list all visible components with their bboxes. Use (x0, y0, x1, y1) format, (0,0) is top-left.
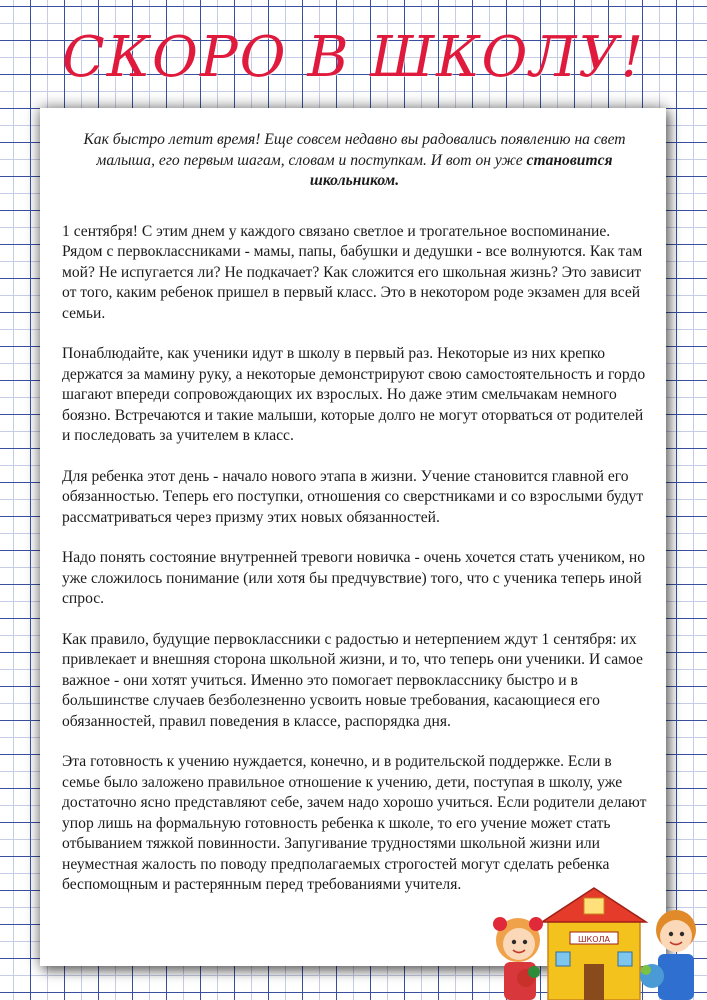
paragraph-5: Как правило, будущие первоклассники с радостью и нетерпением ждут 1 сентября: их привлекает и внешняя сторона школьной жизни, и то, что теперь они ученики. И самое важное - они хотят учиться. Именно это помогает первокласснику быстро и в большинстве случаев безболезненно усвоить новые требования, касающиеся его обязанностей, правил поведения в классе, распорядка дня. (62, 630, 643, 730)
intro-bold-text: становится школьником. (309, 151, 613, 189)
paragraph-2: Понаблюдайте, как ученики идут в школу в первый раз. Некоторые из них крепко держатся за мамину руку, а некоторые демонстрируют свою самостоятельность и гордо шагают впереди сопровождающих их взрослых. Но даже этим смельчакам немного боязно. Встречаются и такие малыши, которые долго не могут оторваться от родителей и последовать за учителем в класс. (62, 345, 646, 444)
girl-character-icon (493, 917, 543, 1000)
intro-paragraph (62, 130, 647, 192)
paragraph-3: Для ребенка этот день - начало нового этапа в жизни. Учение становится главной его обязанностью. Теперь его поступки, отношения со сверстниками и со взрослыми будут рассматриваться через призму этих новых обязанностей. (62, 467, 644, 526)
school-building-icon (542, 888, 646, 1000)
paragraph-1: 1 сентября! С этим днем у каждого связано светлое и трогательное воспоминание. Рядом с первоклассниками - мамы, папы, бабушки и дедушки - все волнуются. Как там мой? Не испугается ли? Не подкачает? Как сложится его школьная жизнь? Это зависит от того, каким ребенок пришел в первый класс. Это в некотором роде экзамен для всей семьи. (62, 222, 643, 322)
intro-text: Как быстро летит время! Еще совсем недавно вы радовались появлению на свет малыша, его первым шагам, словам и поступкам. И вот он уже (83, 131, 626, 169)
paragraph-4: Надо понять состояние внутренней тревоги новичка - очень хочется стать учеником, но уже сложилось понимание (или хотя бы предчувствие) того, что с ученика теперь иной спрос. (62, 549, 646, 607)
paragraph-6: Эта готовность к учению нуждается, конечно, и в родительской поддержке. Если в семье было заложено правильное отношение к учению, дети, поступая в школу, уже достаточно ясно представляют себе, зачем надо хорошо учиться. Если родители делают упор лишь на формальную готовность ребенка к школе, то его учение может стать отбыванием тяжкой повинности. Запугивание трудностями школьной жизни или неуместная жалость по поводу предполагаемых строгостей могут сделать ребенка беспомощным и растерянным перед требованиями учителя. (62, 753, 647, 893)
school-sign: ШКОЛА (577, 935, 611, 944)
article-body (62, 130, 647, 916)
boy-character-icon (640, 910, 696, 1000)
page-title: СКОРО В ШКОЛУ! (61, 25, 646, 90)
school-children-illustration (486, 880, 707, 1000)
